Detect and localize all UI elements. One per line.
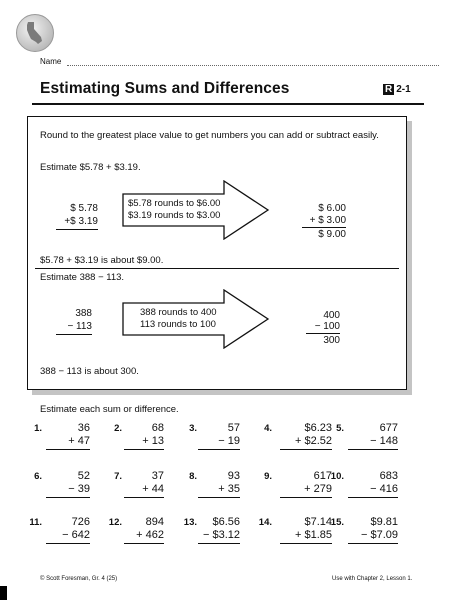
problem-top-number: $6.23	[304, 422, 332, 434]
answer-line[interactable]	[198, 543, 240, 544]
example1-arrow-line1: $5.78 rounds to $6.00	[128, 198, 221, 209]
example1-rounded-bottom: + $ 3.00	[309, 215, 346, 226]
problem-bottom-number: − $7.09	[360, 529, 398, 541]
example1-line	[56, 229, 98, 230]
problem-bottom-number: − 39	[68, 483, 90, 495]
example2-bottom: − 113	[67, 321, 92, 332]
example1-rounded-top: $ 6.00	[318, 203, 346, 214]
example-divider	[35, 268, 399, 269]
problem-top-number: 36	[77, 422, 90, 434]
answer-line[interactable]	[280, 543, 332, 544]
example1-rounded-result: $ 9.00	[318, 229, 346, 240]
problem-number: 8.	[189, 471, 197, 482]
problem-top-number: 683	[379, 470, 398, 482]
footer-copyright: © Scott Foresman, Gr. 4 (25)	[40, 576, 118, 582]
example2-arrow-line2: 113 rounds to 100	[140, 319, 216, 330]
problem-bottom-number: + 44	[142, 483, 164, 495]
answer-line[interactable]	[46, 543, 90, 544]
problem-top-number: $6.56	[212, 516, 240, 528]
problem-number: 6.	[34, 471, 42, 482]
problem-number: 14.	[258, 517, 272, 528]
problem-bottom-number: + $1.85	[294, 529, 332, 541]
problem-bottom-number: + $2.52	[294, 435, 332, 447]
example1-conclusion: $5.78 + $3.19 is about $9.00.	[40, 255, 164, 266]
answer-line[interactable]	[198, 449, 240, 450]
answer-line[interactable]	[348, 543, 398, 544]
problem-top-number: 68	[151, 422, 164, 434]
problem-number: 5.	[336, 423, 344, 434]
problem-number: 12.	[108, 517, 122, 528]
answer-line[interactable]	[348, 449, 398, 450]
example2-rounded-top: 400	[323, 310, 340, 321]
answer-line[interactable]	[198, 497, 240, 498]
problem-top-number: 37	[151, 470, 164, 482]
answer-line[interactable]	[280, 449, 332, 450]
name-label: Name	[40, 57, 62, 66]
problem-bottom-number: − 19	[218, 435, 240, 447]
problem-number: 3.	[189, 423, 197, 434]
problem-number: 13.	[183, 517, 197, 528]
intro-text: Round to the greatest place value to get numbers you can add or subtract easily.	[40, 130, 379, 141]
answer-line[interactable]	[348, 497, 398, 498]
problem-bottom-number: + 13	[142, 435, 164, 447]
answer-line[interactable]	[46, 497, 90, 498]
example1-bottom: +$ 3.19	[64, 216, 98, 227]
problem-number: 1.	[34, 423, 42, 434]
problem-bottom-number: + 47	[68, 435, 90, 447]
page-title: Estimating Sums and Differences	[40, 80, 290, 97]
problem-number: 15.	[330, 517, 344, 528]
problem-number: 10.	[330, 471, 344, 482]
problem-number: 2.	[114, 423, 122, 434]
problem-top-number: 726	[71, 516, 90, 528]
answer-line[interactable]	[280, 497, 332, 498]
example2-prompt: Estimate 388 − 113.	[40, 272, 125, 283]
problem-bottom-number: − 416	[370, 483, 398, 495]
example1-top: $ 5.78	[70, 203, 98, 214]
title-rule	[32, 103, 424, 105]
lesson-code: 2-1	[396, 84, 411, 95]
page-corner-mark	[0, 586, 7, 600]
problem-bottom-number: − 642	[62, 529, 90, 541]
answer-line[interactable]	[46, 449, 90, 450]
problem-top-number: 52	[77, 470, 90, 482]
problem-number: 4.	[264, 423, 272, 434]
problem-top-number: $7.14	[304, 516, 332, 528]
problem-top-number: 677	[379, 422, 398, 434]
problem-top-number: $9.81	[370, 516, 398, 528]
problem-number: 7.	[114, 471, 122, 482]
problem-bottom-number: + 35	[218, 483, 240, 495]
california-state-icon	[16, 14, 54, 52]
example2-rounded-bottom: − 100	[314, 321, 340, 332]
example1-prompt: Estimate $5.78 + $3.19.	[40, 162, 141, 173]
problem-top-number: 93	[227, 470, 240, 482]
problem-bottom-number: + 462	[136, 529, 164, 541]
example2-conclusion: 388 − 113 is about 300.	[40, 366, 139, 377]
problem-top-number: 57	[227, 422, 240, 434]
problem-top-number: 617	[313, 470, 332, 482]
answer-line[interactable]	[124, 497, 164, 498]
problem-bottom-number: − $3.12	[202, 529, 240, 541]
name-line[interactable]	[67, 65, 439, 66]
lesson-badge: R	[385, 84, 393, 95]
problem-bottom-number: − 148	[370, 435, 398, 447]
instructions-text: Estimate each sum or difference.	[40, 404, 179, 415]
problem-number: 11.	[29, 517, 42, 528]
example2-arrow-line1: 388 rounds to 400	[140, 307, 217, 318]
problem-top-number: 894	[145, 516, 164, 528]
answer-line[interactable]	[124, 449, 164, 450]
example2-line	[56, 334, 92, 335]
problem-number: 9.	[264, 471, 272, 482]
example2-top: 388	[75, 308, 92, 319]
problem-bottom-number: + 279	[304, 483, 332, 495]
lesson-tag	[383, 84, 411, 95]
example1-arrow-line2: $3.19 rounds to $3.00	[128, 210, 221, 221]
answer-line[interactable]	[124, 543, 164, 544]
footer-lesson-ref: Use with Chapter 2, Lesson 1.	[332, 576, 413, 582]
example2-rounded-result: 300	[323, 335, 340, 346]
